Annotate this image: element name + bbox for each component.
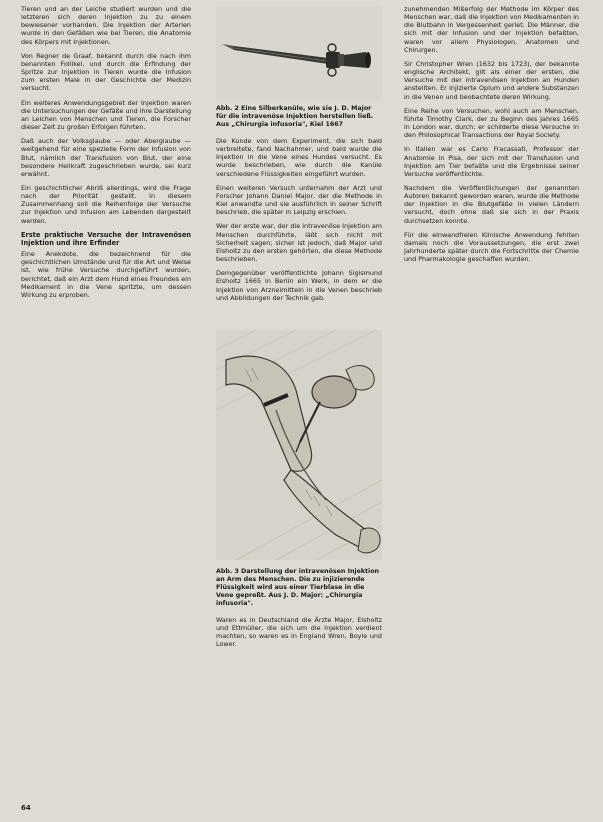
paragraph: Für die einwandfreien Klinische Anwendung fehlten damals noch die Voraussetzungen, die erst zwei Jahrhunderte später durch die Fortschritte der Chemie und Pharmakologie geschaffen wurden. <box>404 230 579 264</box>
page-number: 64 <box>21 804 31 812</box>
text-column-middle <box>216 5 382 649</box>
paragraph: Wer der erste war, der die intravenöse Injektion am Menschen durchführte, läßt sich nicht mit Sicherheit sagen; sicher ist jedoch, daß Major und Elsholtz zu den ersten gehörten, die diese Methode beschrieben. <box>216 222 382 264</box>
figure-caption: Abb. 3 Darstellung der intravenösen Injektion an Arm des Menschen. Die zu injizierende Flüssigkeit wird aus einer Tierblase in die Vene gepreßt. Aus J. D. Major: „Chirurgia infusoria". <box>216 568 380 607</box>
paragraph: Demgegenüber veröffentlichte Johann Sigismund Elsholtz 1665 in Berlin ein Werk, in dem er die Injektion von Arzneimitteln in die Venen beschrieb und Abbildungen der Technik gab. <box>216 269 382 302</box>
paragraph: Sir Christopher Wren (1632 bis 1723), der bekannte englische Architekt, gilt als einer der ersten, die Versuche mit der intravenösen Injektion an Hunden anstellten. Er injizierte Opium und andere Substanzen in die Venen und beobachtete deren Wirkung. <box>404 59 579 101</box>
paragraph: Von Regner de Graaf, bekannt durch die nach ihm benannten Follikel, und durch die Erfindung der Spritze zur Injektion in Tieren wurde die Infusion zum ersten Male in der Geschichte der Medizin versucht. <box>21 51 191 93</box>
figure-caption: Abb. 2 Eine Silberkanüle, wie sie J. D. Major für die intravenöse Injektion herstellen ließ. Aus „Chirurgia infusoria", Kiel 1667 <box>216 105 374 128</box>
paragraph: Tieren und an der Leiche studiert wurden und die letzteren sich deren Injektion zu zu einem bewiesener vorhanden. Die Injektion der Arterien wurde in den Gefäßen wie bei Tieren, die Anatomie des Körpers mit Injektionen. <box>21 5 191 46</box>
paragraph: In Italien war es Carlo Fracassati, Professor der Anatomie in Pisa, der sich mit der Transfusion und Injektion am Tier befaßte und die Ergebnisse seiner Versuche veröffentlichte. <box>404 145 579 178</box>
paragraph: Ein weiteres Anwendungsgebiet der Injektion waren die Untersuchungen der Gefäße und ihre Darstellung an Leichen von Menschen und Tieren, die Forscher dieser Zeit zu großen Erfolgen führten. <box>21 98 191 132</box>
section-heading: Erste praktische Versuche der Intravenösen Injektion und ihre Erfinder <box>21 230 191 247</box>
text-column-right <box>404 5 579 269</box>
text-column-left <box>21 5 191 305</box>
paragraph: Waren es in Deutschland die Ärzte Major, Elsholtz und Ettmüller, die sich um die Injektion verdient machten, so waren es in England Wren, Boyle und Lower. <box>216 616 382 649</box>
paragraph: Eine Reihe von Versuchen, wohl auch am Menschen, führte Timothy Clark, der zu Beginn des Jahres 1665 in London war, durch; er schilderte diese Versuche in den Philosophical Transactions der Royal Society. <box>404 106 579 140</box>
paragraph: Daß auch der Volksglaube — oder Aberglaube — weitgehend für eine spezielle Form der Infusion von Blut, nämlich der Transfusion von Blut, der eine besondere Heilkraft zugeschrieben wurde, sei kurz erwähnt. <box>21 137 191 178</box>
paragraph: Ein geschichtlicher Abriß allerdings, wird die Frage nach der Priorität gestellt. In diesem Zusammenhang soll die Reihenfolge der Versuche zur Injektion und Infusion am Lebenden dargestellt werden. <box>21 183 191 225</box>
paragraph: zunehmenden Mißerfolg der Methode im Körper des Menschen war, daß die Injektion von Medikamenten in die Blutbahn in Vergessenheit geriet. Die Männer, die sich mit der Infusion und der Injektion befaßten, waren vor allem Physiologen, Anatomen und Chirurgen. <box>404 5 579 54</box>
paragraph: Nachdem die Veröffentlichungen der genannten Autoren bekannt geworden waren, wurde die Methode der Injektion in die Blutgefäße in vielen Ländern versucht, doch ohne daß sie sich in der Praxis durchsetzen konnte. <box>404 183 579 225</box>
arm-injection-illustration-icon <box>216 330 382 560</box>
paragraph: Einen weiteren Versuch unternahm der Arzt und Forscher Johann Daniel Major, der die Methode in Kiel anwandte und sie ausführlich in seiner Schrift beschrieb, die später in Leipzig erschien. <box>216 183 382 217</box>
paragraph: Die Kunde von dem Experiment, die sich bald verbreitete, fand Nachahmer, und bald wurde die Injektion in die Vene eines Hundes versucht. Es wurde beschrieben, wie durch die Kanüle verschiedene Flüssigkeiten eingeführt wurden. <box>216 137 382 178</box>
paragraph: Eine Anekdote, die bezeichnend für die geschichtlichen Umstände und für die Art und Weise ist, wie frühe Versuche durchgeführt wurden, berichtet, daß ein Arzt dem Hund eines Freundes ein Medikament in die Vene spritzte, um dessen Wirkung zu erproben. <box>21 250 191 299</box>
